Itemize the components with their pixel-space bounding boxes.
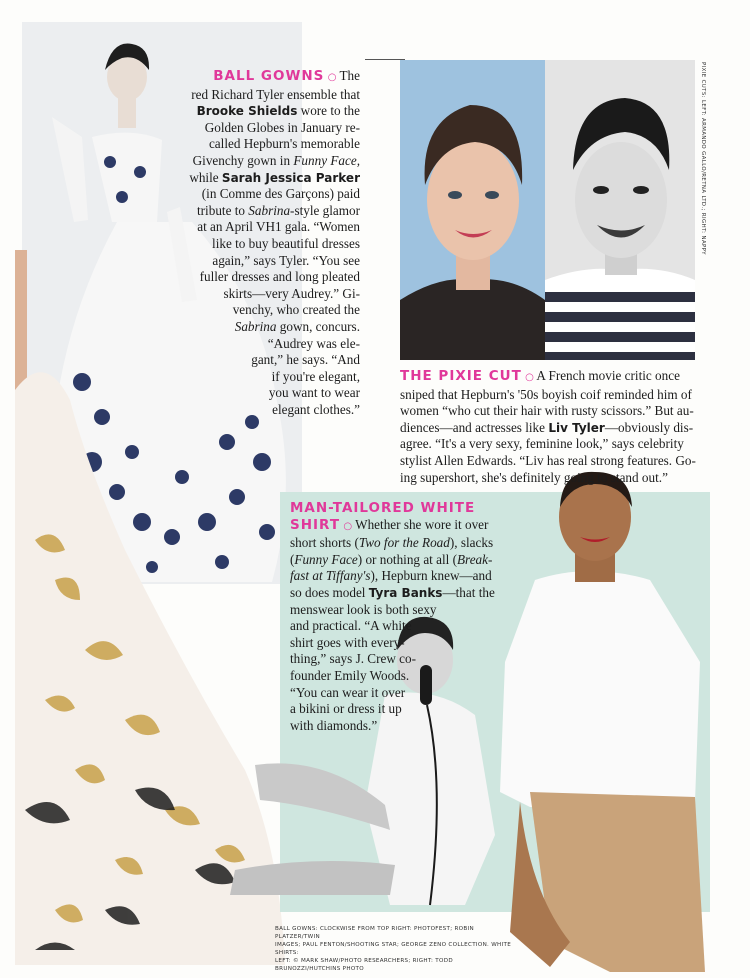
- sarah-jessica-parker-name: Sarah Jessica Parker: [221, 170, 360, 185]
- white-shirt-text: MAN-TAILORED WHITE SHIRT ○ Whether she wore it over short shorts (Two for the Road), slacks (Funny Face) or nothing at all (Break- fast at Tiffany's), Hepburn knew—and so does model Tyra Banks—that the menswear look is both sexy and practical. “A white shirt goes with every- thing,” says J. Crew co- founder Emily Woods. “You can wear it over a bikini or dress it up with diamonds.”: [290, 500, 550, 734]
- pixie-cut-heading: THE PIXIE CUT: [400, 368, 522, 384]
- photo-credits: BALL GOWNS: CLOCKWISE FROM TOP RIGHT: PHOTOFEST; ROBIN PLATZER/TWIN IMAGES; PAUL FENTON/SHOOTING STAR; GEORGE ZENO COLLECTION. WHITE SHIRTS: LEFT: © MARK SHAW/PHOTO RESEARCHERS; RIGHT: TODD BRUNOZZI/HUTCHINS PHOTO: [275, 926, 512, 972]
- side-photo-credit: PIXIE CUTS: LEFT: ARMANDO GALLO/RETNA LTD.; RIGHT: NAPPY: [700, 62, 706, 255]
- hepburn-pixie-photo: [545, 60, 695, 360]
- tyra-banks-name: Tyra Banks: [368, 585, 443, 600]
- ball-gowns-text: BALL GOWNS ○ The red Richard Tyler ensemble that Brooke Shields wore to the Golden Globes in January re- called Hepburn's memorable Givenchy gown in Funny Face, while Sarah Jessica Parker (in Comme des Garçons) paid tribute to Sabrina-style glamor at an April VH1 gala. “Women like to buy beautiful dresses again,” says Tyler. “You see fuller dresses and long pleated skirts—very Audrey.” Gi- venchy, who created the Sabrina gown, concurs. “Audrey was ele- gant,” he says. “And if you're elegant, you want to wear elegant clothes.”: [189, 68, 360, 417]
- brooke-shields-name: Brooke Shields: [196, 104, 298, 119]
- liv-tyler-pixie-photo: [400, 60, 545, 360]
- white-shirt-heading: MAN-TAILORED WHITE: [290, 500, 476, 516]
- divider-rule: [365, 59, 405, 60]
- liv-tyler-name: Liv Tyler: [548, 420, 605, 435]
- ball-gowns-heading: BALL GOWNS: [213, 68, 325, 84]
- pixie-cut-text: THE PIXIE CUT ○ A French movie critic once sniped that Hepburn's '50s boyish coif reminded him of women “who cut their hair with rusty scissors.” But au- diences—and actresses like Liv Tyler—obviously dis- agree. “It's a very sexy, feminine look,” says celebrity stylist Allen Edwards. “Liv has real strong features. Go- ing supershort, she's definitely going to stand out.”: [400, 368, 696, 485]
